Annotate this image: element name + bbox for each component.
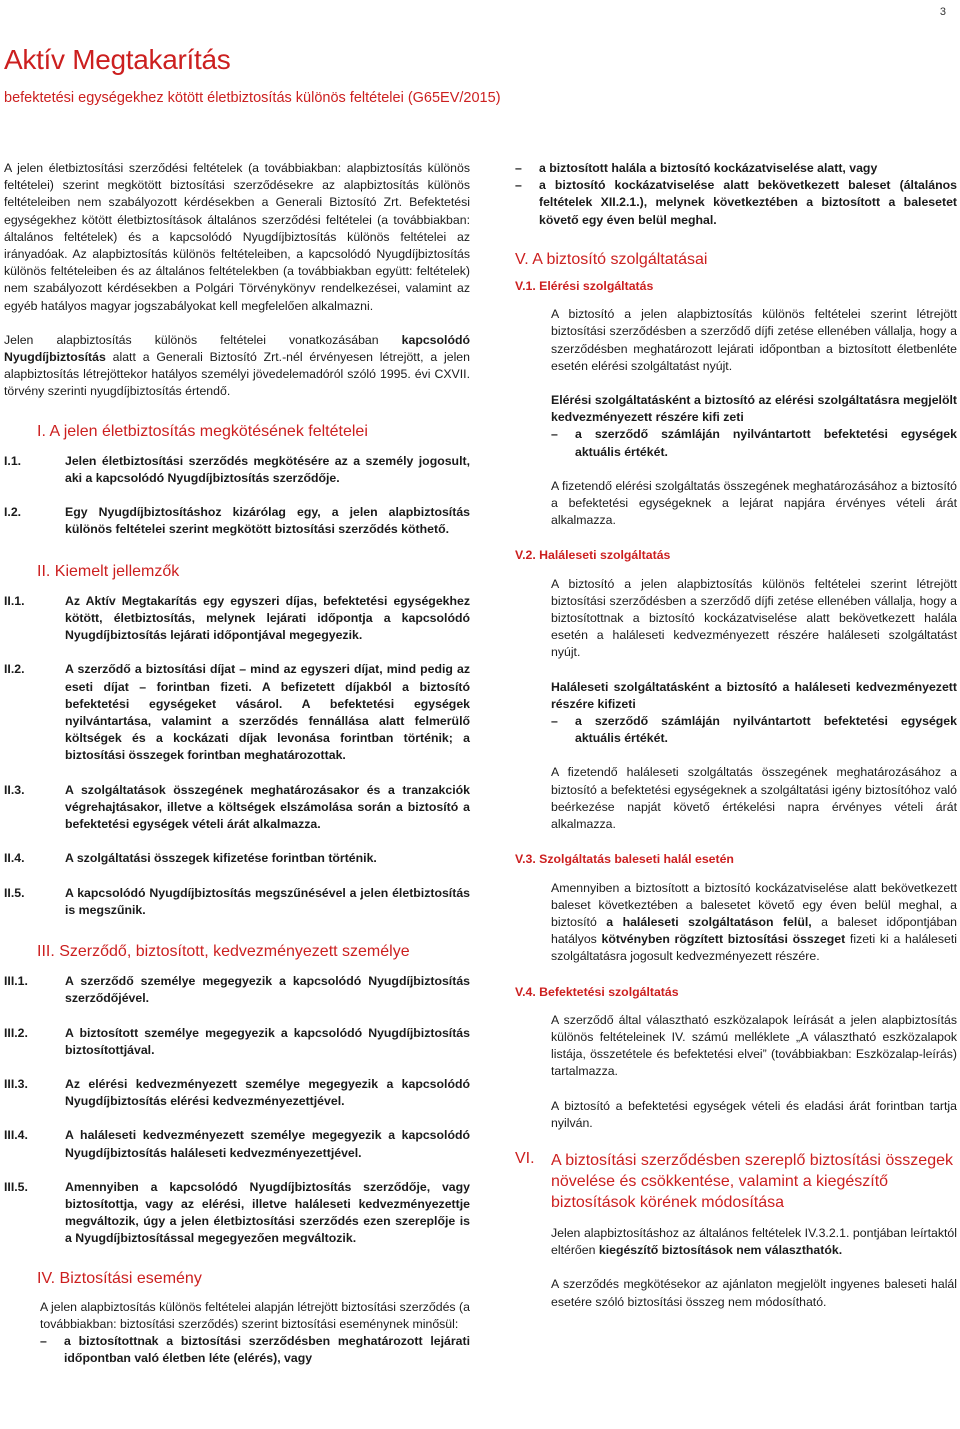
- clause-text: Amennyiben a kapcsolódó Nyugdíjbiztosítás szerződője, vagy biztosítottja, vagy az elérési, illetve haláleseti kedvezményezettje megváltozik, úgy a jelen életbiztosítási szerződés ezen szereplője is a Nyugdíjbiztosítással megegyezően megváltozik.: [65, 1179, 470, 1246]
- section-heading-6: [515, 1150, 957, 1213]
- paragraph: [515, 880, 957, 966]
- clause-text: Jelen életbiztosítási szerződés megkötésére az a személy jogosult, aki a kapcsolódó Nyugdíjbiztosítás szerződője.: [65, 453, 470, 486]
- subsection-title: V.3. Szolgáltatás baleseti halál esetén: [515, 852, 734, 867]
- clause-item: [4, 1025, 470, 1059]
- paragraph: A fizetendő haláleseti szolgáltatás összegének meghatározásához a biztosító a befektetési egységeknek a szolgáltatási igény biztosítóhoz való beérkezése napját követő értékelési napra érvényes vételi árát alkalmazza.: [551, 765, 957, 832]
- text-run: fizeti ki a haláleseti szolgáltatásra jogosult kedvezményezett részére.: [551, 932, 957, 964]
- text-run: alatt a Generali Biztosító Zrt.-nél érvényesen létrejött, a jelen alapbiztosítás létrejöttekor hatályos személyi jövedelemadóról szóló 1995. évi CXVII. törvény szerinti nyugdíjbiztosítás értendő.: [4, 350, 470, 399]
- clause-item: [4, 504, 470, 538]
- clause-text: Az elérési kedvezményezett személye megegyezik a kapcsolódó Nyugdíjbiztosítás elérési kedvezményezettjével.: [65, 1076, 470, 1109]
- clause-item: [4, 1179, 470, 1248]
- dash-text: a szerződő számláján nyilvántartott befektetési egységek aktuális értékét.: [575, 714, 957, 746]
- clause-text: Az Aktív Megtakarítás egy egyszeri díjas, befektetési egységekhez kötött, életbiztosítás, melynek lejárati időpontja a kapcsolódó Nyugdíjbiztosítás lejárati időpontjával megegyezik.: [65, 593, 470, 643]
- clause-number: II.3.: [4, 782, 25, 797]
- clause-number: II.2.: [4, 662, 25, 677]
- paragraph: A biztosító a jelen alapbiztosítás különös feltételei szerint létrejött biztosítási szerződésben a szerződő díjfi zetése ellenében vállalja, hogy a biztosítottnak a biztosító kockázatviselése alatt bekövetkezett halála esetén a haláleseti kedvezményezett részére haláleseti szolgáltatást nyújt.: [551, 576, 957, 660]
- clause-number: III.1.: [4, 974, 28, 989]
- document-subtitle: befektetési egységekhez kötött életbiztosítás különös feltételei (G65EV/2015): [4, 90, 501, 106]
- intro-paragraph: A jelen életbiztosítási szerződési feltételek (a továbbiakban: alapbiztosítás különös feltételei) szerint megkötött biztosítási szerződésekre az alapbiztosítás különös feltételeiben nem szabályozott kérdésekben a Generali Biztosító Zrt. Befektetési egységekhez kötött életbiztosítások általános szerződési feltételei (a továbbiakban: általános feltételek) és a kapcsolódó Nyugdíjbiztosítás különös feltételei az irányadóak. Az alapbiztosítás különös feltételeiben, a kapcsolódó Nyugdíjbiztosítás különös feltételeiben és az általános feltételekben (a továbbiakban együtt: feltételek) nem szabályozott kérdésekben a Polgári Törvénykönyv rendelkezései, valamint az egyéb hatályos magyar jogszabályokat kell megfelelően alkalmazni.: [4, 161, 470, 313]
- section-number: VI.: [515, 1149, 535, 1167]
- clause-text: A biztosított személye megegyezik a kapcsolódó Nyugdíjbiztosítás biztosítottjával.: [65, 1025, 470, 1057]
- section-title: A biztosítási szerződésben szereplő biztosítási összegek növelése és csökkentése, valamint a kiegészítő biztosítások körének módosítása: [551, 1151, 953, 1211]
- dash-item: [515, 426, 957, 460]
- clause-text: A kapcsolódó Nyugdíjbiztosítás megszűnésével a jelen életbiztosítás is megszűnik.: [65, 885, 470, 917]
- left-column: [4, 160, 470, 1368]
- paragraph: A biztosító a jelen alapbiztosítás különös feltételei szerint létrejött biztosítási szerződésben a szerződő díjfi zetése ellenében vállalja, hogy a szerződésben meghatározott lejárati időpontban a biztosított életbenléte esetén elérési szolgáltatást nyújt.: [551, 307, 957, 373]
- dash-item: [515, 160, 957, 177]
- paragraph-bold: Haláleseti szolgáltatásként a biztosító a haláleseti kedvezményezett részére kifizeti: [551, 679, 957, 711]
- dash-item: [515, 713, 957, 747]
- clause-text: A szolgáltatások összegének meghatározásakor és a tranzakciók végrehajtásakor, illetve a költségek elszámolása során a biztosító a befektetési egységek vételi árát alkalmazza.: [65, 782, 470, 832]
- clause-number: I.2.: [4, 505, 22, 520]
- section-heading-1: I. A jelen életbiztosítás megkötésének feltételei: [37, 422, 368, 440]
- text-run: a baleset időpontjában hatályos: [551, 914, 957, 947]
- intro-paragraph-2: [4, 332, 470, 401]
- clause-number: III.2.: [4, 1025, 28, 1040]
- clause-text: A haláleseti kedvezményezett személye megegyezik a kapcsolódó Nyugdíjbiztosítás haláleseti kedvezményezettjével.: [65, 1128, 470, 1160]
- dash-text: a biztosított halála a biztosító kockázatviselése alatt, vagy: [539, 161, 878, 175]
- paragraph: A szerződés megkötésekor az ajánlaton megjelölt ingyenes baleseti halál esetére szóló biztosítási összeg nem módosítható.: [551, 1277, 957, 1309]
- dash-text: a szerződő számláján nyilvántartott befektetési egységek aktuális értékét.: [575, 427, 957, 459]
- text-run-bold: a haláleseti szolgáltatáson felül,: [606, 914, 812, 929]
- subsection-title: V.2. Haláleseti szolgáltatás: [515, 548, 671, 563]
- paragraph: [515, 1225, 957, 1259]
- clause-text: A szerződő személye megegyezik a kapcsolódó Nyugdíjbiztosítás szerződőjével.: [65, 974, 470, 1006]
- dash-mark: –: [551, 714, 558, 729]
- clause-number: I.1.: [4, 453, 22, 468]
- clause-number: II.5.: [4, 885, 25, 900]
- paragraph: A szerződő által választható eszközalapok leírását a jelen alapbiztosítás különös feltételeinek IV. számú melléklete „A választható eszközalapok listája, összetétele és befektetési elvei” (továbbiakban: Eszközalap-leírás) tartalmazza.: [551, 1012, 957, 1079]
- subsection-title: V.4. Befektetési szolgáltatás: [515, 984, 679, 999]
- section-heading-2: II. Kiemelt jellemzők: [37, 562, 180, 580]
- clause-text: Egy Nyugdíjbiztosításhoz kizárólag egy, a jelen alapbiztosítás különös feltételei szerint megkötött biztosítási szerződés köthető.: [65, 505, 470, 537]
- dash-text: a biztosítottnak a biztosítási szerződésben meghatározott lejárati időpontban való életben léte (elérés), vagy: [64, 1334, 470, 1366]
- clause-number: II.4.: [4, 851, 25, 866]
- text-run: Jelen alapbiztosításhoz az általános feltételek IV.3.2.1. pontjában leírtaktól eltérően: [551, 1225, 957, 1258]
- clause-number: III.5.: [4, 1179, 28, 1194]
- dash-mark: –: [551, 427, 558, 442]
- page-number: 3: [939, 6, 946, 18]
- paragraph-bold: Elérési szolgáltatásként a biztosító az elérési szolgáltatásra megjelölt kedvezményezett részére kifi zeti: [551, 393, 957, 425]
- right-column: [515, 160, 957, 1311]
- clause-number: III.3.: [4, 1076, 28, 1091]
- dash-mark: –: [515, 161, 522, 175]
- clause-item: [4, 593, 470, 645]
- dash-text: a biztosító kockázatviselése alatt bekövetkezett baleset (általános feltételek XII.2.1.), melynek következtében a biztosított a balesetet követő egy éven belül meghal.: [539, 178, 957, 227]
- clause-item: [4, 973, 470, 1007]
- text-run-bold: kötvényben rögzített biztosítási összeget: [601, 932, 846, 947]
- dash-mark: –: [515, 178, 522, 193]
- clause-item: [4, 782, 470, 834]
- text-run: Jelen alapbiztosítás különös feltételei vonatkozásában: [4, 332, 402, 347]
- paragraph: A biztosító a befektetési egységek vételi és eladási árát forintban tartja nyilván.: [551, 1098, 957, 1130]
- section-heading-3: III. Szerződő, biztosított, kedvezményezett személye: [37, 942, 410, 960]
- text-run-bold: kapcsolódó Nyugdíjbiztosítás: [4, 332, 470, 365]
- clause-item: [4, 453, 470, 487]
- dash-mark: –: [40, 1334, 47, 1349]
- clause-number: III.4.: [4, 1128, 28, 1143]
- clause-number: II.1.: [4, 593, 25, 608]
- paragraph: A fizetendő elérési szolgáltatás összegének meghatározásához a biztosító a befektetési egységeknek a lejárat napjára érvényes vételi árát alkalmazza.: [551, 478, 957, 528]
- clause-text: A szolgáltatási összegek kifizetése forintban történik.: [65, 851, 377, 866]
- document-title: Aktív Megtakarítás: [4, 44, 231, 75]
- clause-item: [4, 1076, 470, 1110]
- subsection-title: V.1. Elérési szolgáltatás: [515, 279, 654, 294]
- section-heading-5: V. A biztosító szolgáltatásai: [515, 250, 708, 268]
- dash-item: [515, 177, 957, 229]
- clause-text: A szerződő a biztosítási díjat – mind az egyszeri díjat, mind pedig az eseti díjat – forintban fizeti. A befizetett díjakból a biztosító befektetési egységeket vásárol. A befektetési egységek nyilvántartása, valamint a szerződés fennállása alatt felmerülő költségek és a kockázati díjak levonása forintban történik; a biztosítási összegek forintban meghatározottak.: [65, 662, 470, 763]
- clause-item: [4, 850, 470, 867]
- clause-item: [4, 661, 470, 764]
- text-run: Amennyiben a biztosított a biztosító kockázatviselése alatt bekövetkezett baleset következtében a balesetet követő egy éven belül meghal, a biztosító: [551, 880, 957, 929]
- clause-item: [4, 885, 470, 919]
- dash-item: [4, 1333, 470, 1367]
- text-run-bold: kiegészítő biztosítások nem választhatók.: [598, 1243, 843, 1258]
- clause-item: [4, 1127, 470, 1161]
- section-heading-4: IV. Biztosítási esemény: [37, 1269, 202, 1287]
- section-4-text: A jelen alapbiztosítás különös feltételei alapján létrejött biztosítási szerződés (a továbbiakban: biztosítási szerződés) szerint biztosítási eseménynek minősül:: [40, 1299, 470, 1331]
